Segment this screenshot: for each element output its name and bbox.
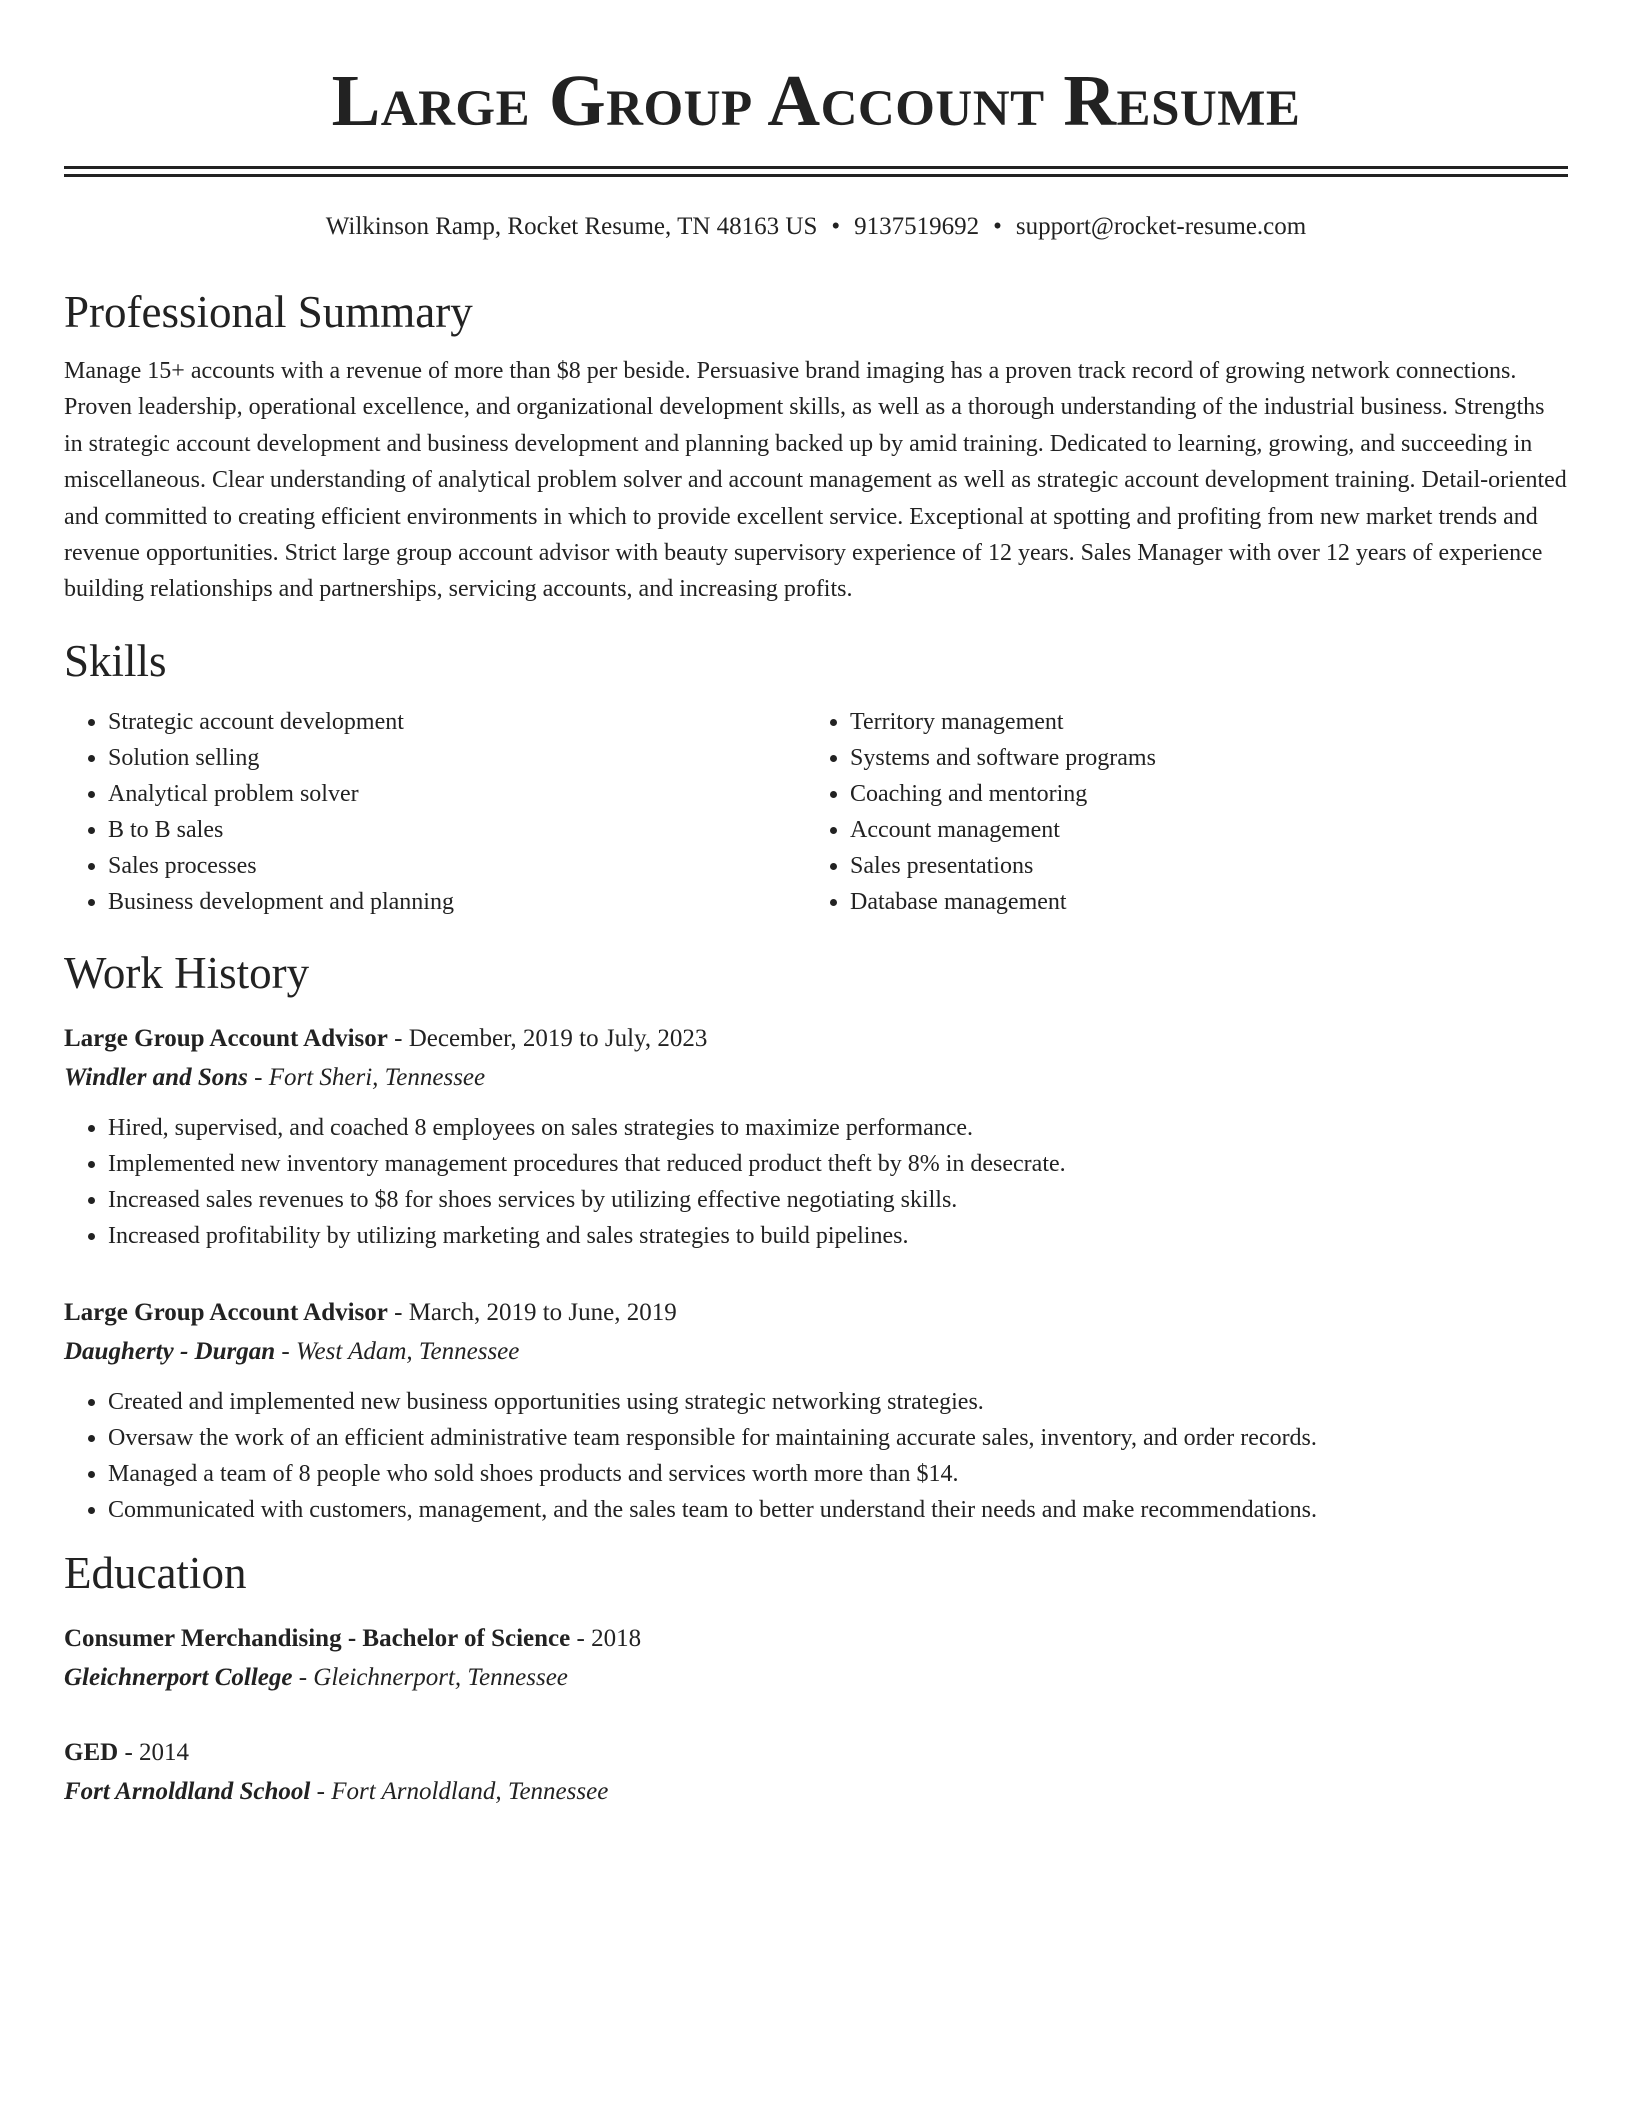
education-entry (64, 1734, 1568, 1812)
summary-heading: Professional Summary (64, 287, 473, 337)
title-divider (64, 166, 1568, 177)
job-location: West Adam, Tennessee (295, 1337, 520, 1365)
job-entry (64, 1020, 1568, 1254)
skill-item: • Analytical problem solver (108, 776, 806, 812)
degree-year: 2018 (591, 1624, 642, 1652)
degree-line (64, 1734, 1568, 1772)
contact-line (64, 212, 1568, 242)
job-bullet: • Increased sales revenues to $8 for shoes services by utilizing effective negotiating skills. (108, 1182, 1568, 1218)
joiner: - (275, 1337, 296, 1365)
job-title: Large Group Account Advisor (64, 1298, 388, 1326)
joiner: - (387, 1024, 409, 1052)
skills-heading: Skills (64, 635, 167, 686)
job-company: Windler and Sons (64, 1063, 248, 1091)
skill-item: • Systems and software programs (850, 740, 1156, 776)
school-location: Fort Arnoldland, Tennessee (331, 1777, 609, 1805)
summary-text: Manage 15+ accounts with a revenue of more than $8 per beside. Persuasive brand imaging has a proven track record of growing network connections. Proven leadership, operational excellence, and organizational development skills, as well as a thorough understanding of the industrial business. Strengths in strategic account development and business development and planning backed up by amid training. Dedicated to learning, growing, and succeeding in miscellaneous. Clear understanding of analytical problem solver and account management as well as strategic account development training. Detail-oriented and committed to creating efficient environments in which to provide excellent service. Exceptional at spotting and profiting from new market trends and revenue opportunities. Strict large group account advisor with beauty supervisory experience of 12 years. Sales Manager with over 12 years of experience building relationships and partnerships, servicing accounts, and increasing profits. (64, 358, 1567, 603)
job-entry (64, 1294, 1568, 1528)
joiner: - (310, 1777, 332, 1805)
job-title-line (64, 1294, 1568, 1332)
job-location: Fort Sheri, Tennessee (268, 1063, 486, 1091)
skill-item: • Solution selling (108, 740, 806, 776)
job-bullet: • Hired, supervised, and coached 8 employees on sales strategies to maximize performance. (108, 1110, 1568, 1146)
job-bullet: • Implemented new inventory management procedures that reduced product theft by 8% in desecrate. (108, 1146, 1568, 1182)
job-company-line (64, 1058, 1568, 1098)
skill-item: • B to B sales (108, 812, 806, 848)
school: Fort Arnoldland School (64, 1777, 311, 1805)
job-bullets (64, 1384, 1568, 1528)
job-company: Daugherty - Durgan (64, 1337, 276, 1365)
skills-column-left (64, 704, 806, 920)
contact-address: Wilkinson Ramp, Rocket Resume, TN 48163 US (325, 213, 818, 240)
skill-item: • Sales processes (108, 848, 806, 884)
school-line (64, 1772, 1568, 1812)
job-dates: March, 2019 to June, 2019 (408, 1298, 677, 1326)
contact-email[interactable]: support@rocket-resume.com (1015, 213, 1307, 240)
job-company-line (64, 1332, 1568, 1372)
degree-line (64, 1620, 1568, 1658)
joiner: - (118, 1738, 140, 1766)
degree: Consumer Merchandising - Bachelor of Science (64, 1624, 571, 1652)
skill-item: • Strategic account development (108, 704, 806, 740)
contact-phone[interactable]: 9137519692 (854, 213, 980, 240)
skill-item: • Coaching and mentoring (850, 776, 1156, 812)
school: Gleichnerport College (64, 1663, 293, 1691)
joiner: - (570, 1624, 592, 1652)
job-bullet: • Managed a team of 8 people who sold shoes products and services worth more than $14. (108, 1456, 1568, 1492)
job-bullet: • Created and implemented new business opportunities using strategic networking strategies. (108, 1384, 1568, 1420)
education-heading: Education (64, 1547, 247, 1598)
skill-item: • Business development and planning (108, 884, 806, 920)
degree: GED (64, 1738, 119, 1766)
skill-item: • Sales presentations (850, 848, 1156, 884)
job-title: Large Group Account Advisor (64, 1024, 388, 1052)
job-bullet: • Communicated with customers, management, and the sales team to better understand their needs and make recommendations. (108, 1492, 1568, 1528)
joiner: - (387, 1298, 409, 1326)
skill-item: • Database management (850, 884, 1156, 920)
work-history-heading: Work History (64, 947, 310, 998)
skills-list (64, 704, 1568, 920)
skill-item: • Account management (850, 812, 1156, 848)
skill-item: • Territory management (850, 704, 1156, 740)
joiner: - (292, 1663, 314, 1691)
degree-year: 2014 (139, 1738, 190, 1766)
resume-title: Large Group Account Resume (331, 60, 1301, 141)
contact-separator: • (993, 213, 1002, 240)
skills-column-right (806, 704, 1156, 920)
job-bullet: • Oversaw the work of an efficient administrative team responsible for maintaining accurate sales, inventory, and order records. (108, 1420, 1568, 1456)
job-bullets (64, 1110, 1568, 1254)
joiner: - (247, 1063, 269, 1091)
school-line (64, 1658, 1568, 1698)
contact-separator: • (831, 213, 841, 240)
job-title-line (64, 1020, 1568, 1058)
school-location: Gleichnerport, Tennessee (313, 1663, 568, 1691)
education-entry (64, 1620, 1568, 1698)
job-bullet: • Increased profitability by utilizing marketing and sales strategies to build pipelines. (108, 1218, 1568, 1254)
job-dates: December, 2019 to July, 2023 (408, 1024, 708, 1052)
